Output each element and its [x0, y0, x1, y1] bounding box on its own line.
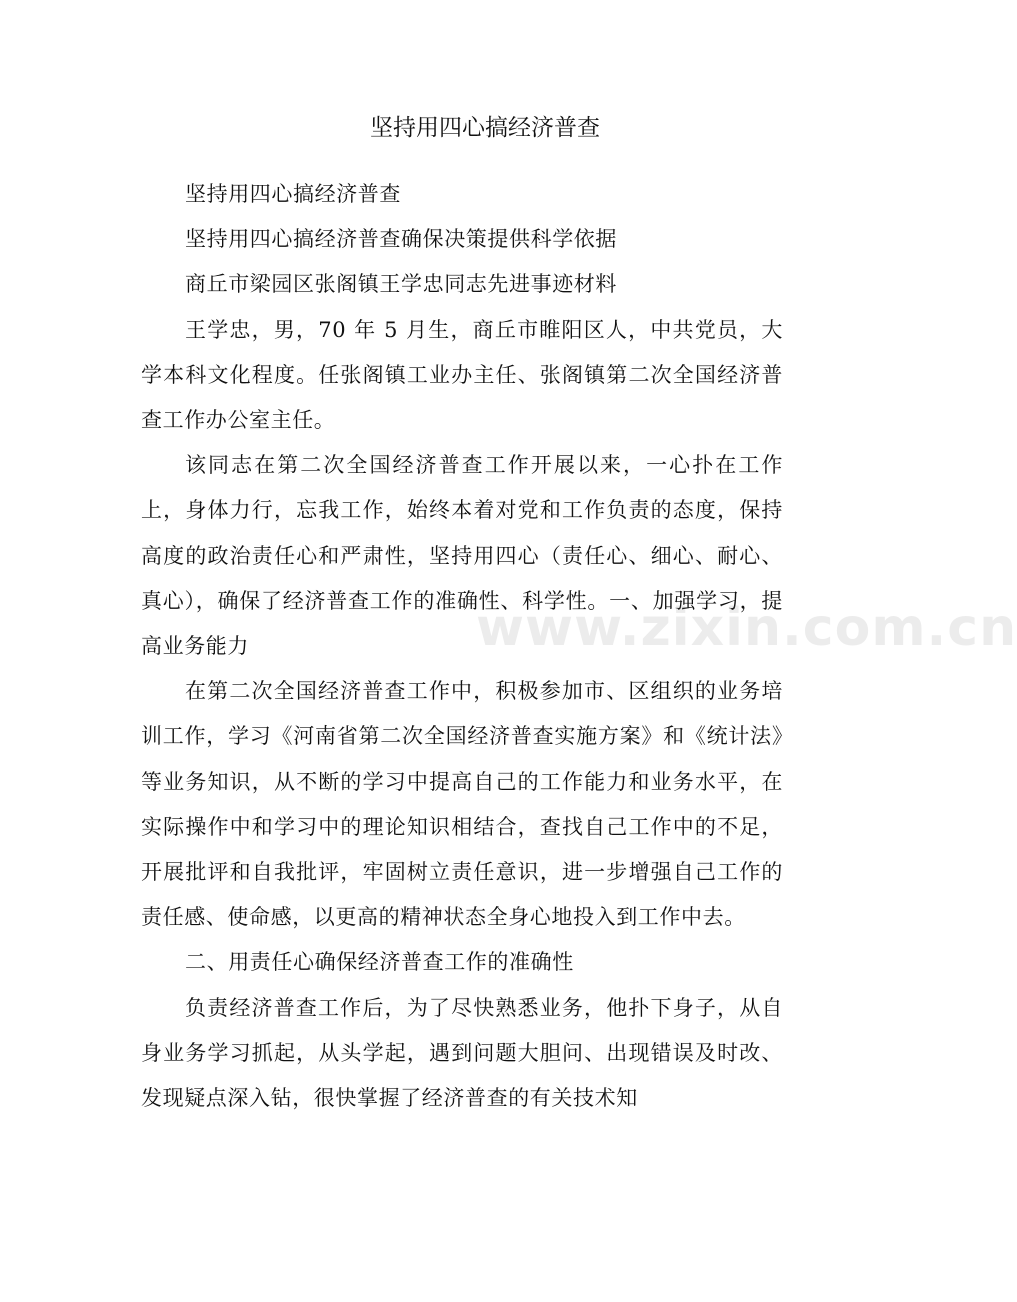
section-heading-2: 二、用责任心确保经济普查工作的准确性: [185, 950, 574, 975]
paragraph-headline: 坚持用四心搞经济普查确保决策提供科学依据: [185, 227, 617, 252]
paragraph-subtitle: 坚持用四心搞经济普查: [185, 182, 401, 206]
document-title: 坚持用四心搞经济普查: [370, 115, 600, 141]
paragraph-responsibility: 负责经济普查工作后，为了尽快熟悉业务，他扑下身子，从自身业务学习抓起，从头学起，遇到问题大胆问、出现错误及时改、发现疑点深入钻，很快掌握了经济普查的有关技术知: [141, 995, 783, 1111]
document-body: [141, 172, 783, 1121]
paragraph-overview: 该同志在第二次全国经济普查工作开展以来，一心扑在工作上，身体力行，忘我工作，始终本着对党和工作负责的态度，保持高度的政治责任心和严肃性，坚持用四心（责任心、细心、耐心、真心），确保了经济普查工作的准确性、科学性。一、加强学习，提高业务能力: [141, 453, 783, 659]
paragraph-material-title: 商丘市梁园区张阁镇王学忠同志先进事迹材料: [185, 272, 617, 297]
paragraph-study: 在第二次全国经济普查工作中，积极参加市、区组织的业务培训工作，学习《河南省第二次全国经济普查实施方案》和《统计法》等业务知识，从不断的学习中提高自己的工作能力和业务水平，在实际操作中和学习中的理论知识相结合，查找自己工作中的不足，开展批评和自我批评，牢固树立责任意识，进一步增强自己工作的责任感、使命感，以更高的精神状态全身心地投入到工作中去。: [141, 679, 783, 930]
watermark: www.zixin.com.cn: [476, 598, 1017, 658]
paragraph-profile: 王学忠，男，70 年 5 月生，商丘市睢阳区人，中共党员，大学本科文化程度。任张阁镇工业办主任、张阁镇第二次全国经济普查工作办公室主任。: [141, 317, 783, 433]
